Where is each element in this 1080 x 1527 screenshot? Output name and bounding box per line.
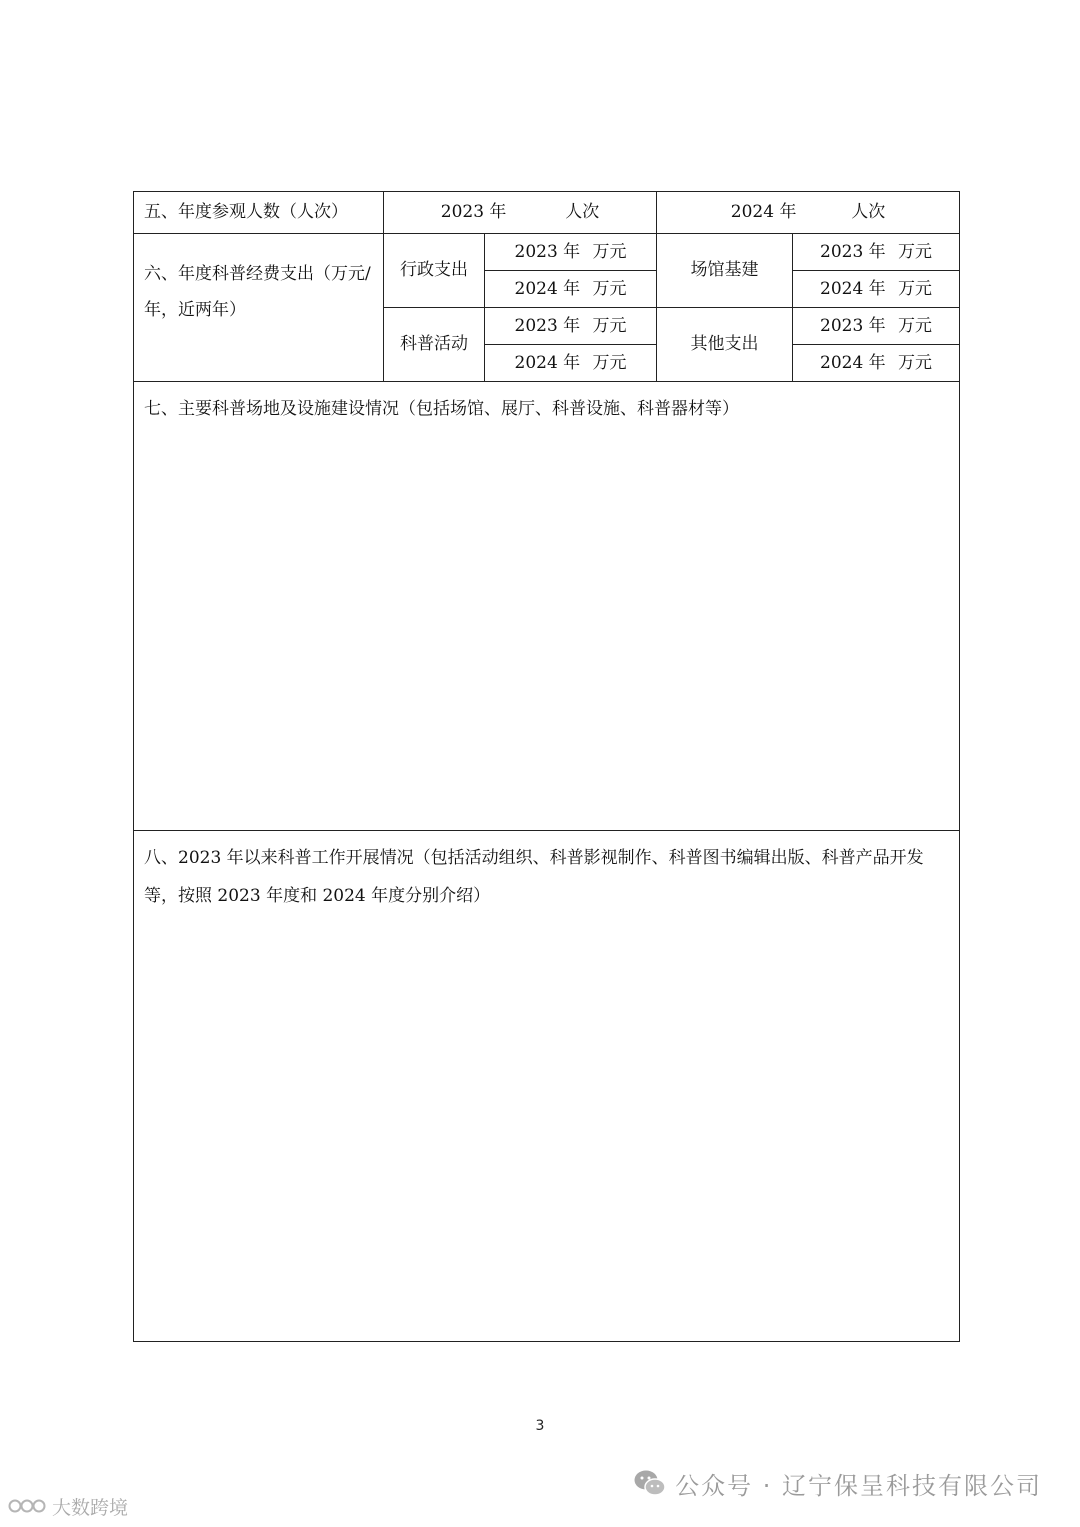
year-label: 2023 年 xyxy=(820,241,886,262)
watermark-left-text: 大数跨境 xyxy=(52,1496,129,1519)
admin-2023-cell[interactable] xyxy=(485,234,657,271)
visitors-2023-year: 2023 年 xyxy=(440,202,507,223)
activity-expense-label: 科普活动 xyxy=(384,308,485,382)
wechat-icon xyxy=(633,1468,667,1498)
admin-expense-label: 行政支出 xyxy=(384,234,485,308)
unit-label: 万元 xyxy=(592,241,627,262)
visitors-2024-cell[interactable] xyxy=(657,192,960,234)
year-label: 2024 年 xyxy=(514,352,581,373)
work-section[interactable] xyxy=(134,831,960,1342)
year-label: 2023 年 xyxy=(514,315,581,336)
funding-label: 六、年度科普经费支出（万元/年，近两年） xyxy=(134,234,384,382)
unit-label: 万元 xyxy=(592,352,627,373)
unit-label: 万元 xyxy=(592,315,627,336)
unit-label: 万元 xyxy=(898,241,933,262)
year-label: 2023 年 xyxy=(514,241,581,262)
visitors-label: 五、年度参观人数（人次） xyxy=(134,192,384,234)
application-form-table xyxy=(133,191,960,1342)
visitors-2024-year: 2024 年 xyxy=(730,202,797,223)
other-expense-label: 其他支出 xyxy=(657,308,793,382)
activity-2024-cell[interactable] xyxy=(485,345,657,382)
watermark-text: 公众号 · 辽宁保呈科技有限公司 xyxy=(675,1471,1042,1500)
visitors-2023-unit: 人次 xyxy=(565,202,600,223)
activity-2023-cell[interactable] xyxy=(485,308,657,345)
venue-2023-cell[interactable] xyxy=(793,234,960,271)
row-annual-visitors xyxy=(134,192,960,234)
facilities-section[interactable] xyxy=(134,382,960,831)
work-label: 八、2023 年以来科普工作开展情况（包括活动组织、科普影视制作、科普图书编辑出版、科普产品开发等，按照 2023 年度和 2024 年度分别介绍） xyxy=(144,848,924,906)
venue-2024-cell[interactable] xyxy=(793,271,960,308)
other-2024-cell[interactable] xyxy=(793,345,960,382)
row-work-since-2023 xyxy=(134,831,960,1342)
row-funding-1 xyxy=(134,234,960,271)
watermark-bottom-left xyxy=(8,1492,128,1520)
unit-label: 万元 xyxy=(592,278,627,299)
brand-logo-icon xyxy=(8,1495,48,1517)
visitors-2023-cell[interactable] xyxy=(384,192,657,234)
facilities-label: 七、主要科普场地及设施建设情况（包括场馆、展厅、科普设施、科普器材等） xyxy=(144,399,739,419)
year-label: 2024 年 xyxy=(820,352,886,373)
row-facilities xyxy=(134,382,960,831)
visitors-2024-unit: 人次 xyxy=(851,202,886,223)
unit-label: 万元 xyxy=(898,278,933,299)
admin-2024-cell[interactable] xyxy=(485,271,657,308)
unit-label: 万元 xyxy=(898,315,933,336)
unit-label: 万元 xyxy=(898,352,933,373)
year-label: 2023 年 xyxy=(820,315,886,336)
year-label: 2024 年 xyxy=(514,278,581,299)
page-number: 3 xyxy=(535,1418,545,1434)
venue-construction-label: 场馆基建 xyxy=(657,234,793,308)
other-2023-cell[interactable] xyxy=(793,308,960,345)
year-label: 2024 年 xyxy=(820,278,886,299)
watermark-official-account xyxy=(633,1462,1042,1504)
